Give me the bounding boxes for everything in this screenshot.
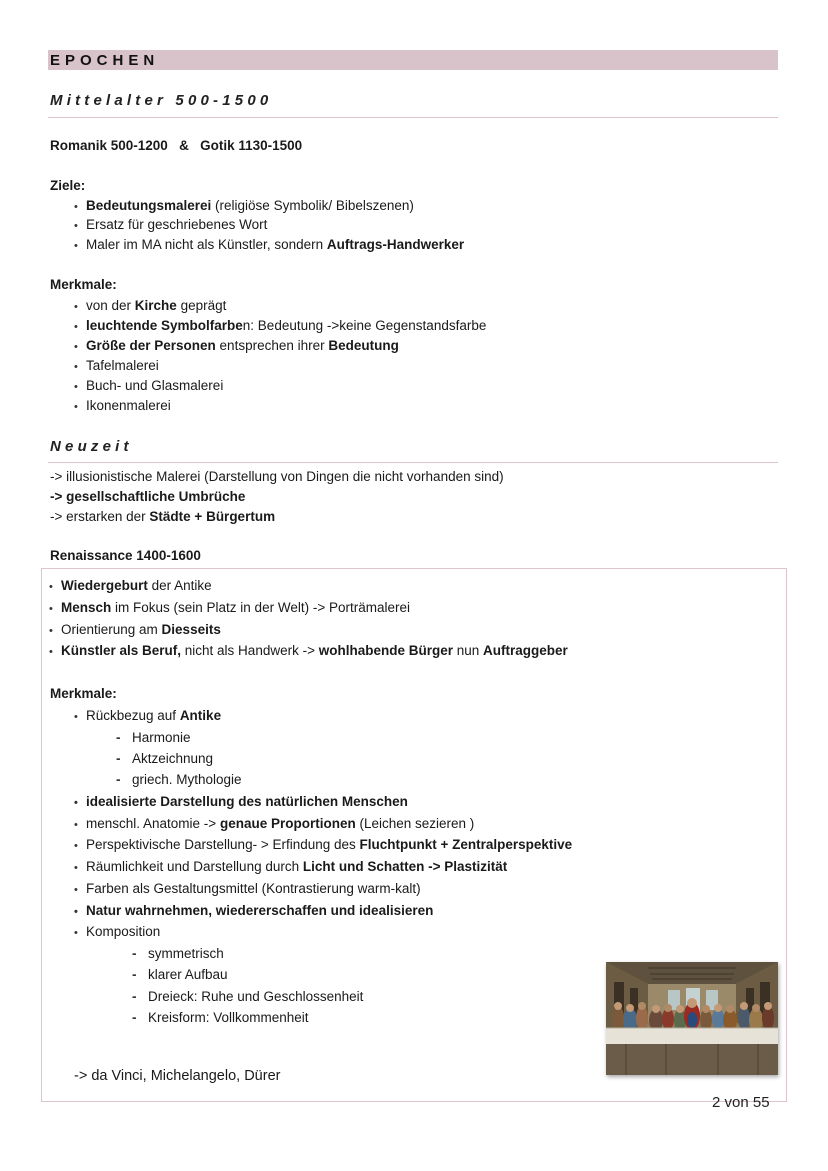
list-item: • leuchtende Symbolfarben: Bedeutung ->keine Gegenstandsfarbe bbox=[74, 318, 486, 335]
list-item: • Bedeutungsmalerei (religiöse Symbolik/ Bibelszenen) bbox=[74, 198, 414, 215]
section-divider bbox=[48, 462, 778, 463]
artists-line: -> da Vinci, Michelangelo, Dürer bbox=[74, 1068, 281, 1084]
page-number: 2 von 55 bbox=[712, 1094, 770, 1111]
sub-list-item: - klarer Aufbau bbox=[132, 967, 228, 983]
renaissance-merkmale-label: Merkmale: bbox=[50, 686, 117, 701]
sub-list-item: - griech. Mythologie bbox=[116, 772, 242, 788]
list-item: • Ersatz für geschriebenes Wort bbox=[74, 217, 267, 234]
section-heading-neuzeit: Neuzeit bbox=[50, 438, 133, 455]
periods-ampersand: & bbox=[179, 138, 189, 153]
periods-line bbox=[50, 138, 302, 154]
ziele-label: Ziele: bbox=[50, 178, 86, 193]
list-item: • Farben als Gestaltungsmittel (Kontrastierung warm-kalt) bbox=[74, 881, 421, 898]
list-item: • Tafelmalerei bbox=[74, 358, 159, 375]
list-item: • Buch- und Glasmalerei bbox=[74, 378, 223, 395]
list-item: • Künstler als Beruf, nicht als Handwerk -> wohlhabende Bürger nun Auftraggeber bbox=[49, 643, 568, 660]
gotik-period: Gotik 1130-1500 bbox=[200, 138, 303, 153]
sub-list-item: - Dreieck: Ruhe und Geschlossenheit bbox=[132, 989, 363, 1005]
section-heading-mittelalter: Mittelalter 500-1500 bbox=[50, 92, 273, 109]
list-item: • Wiedergeburt der Antike bbox=[49, 578, 212, 595]
page-title: EPOCHEN bbox=[50, 52, 160, 69]
list-item: • Ikonenmalerei bbox=[74, 398, 171, 415]
painting-graphic bbox=[606, 962, 778, 1075]
sub-list-item: - Kreisform: Vollkommenheit bbox=[132, 1010, 309, 1026]
neuzeit-line-1: -> illusionistische Malerei (Darstellung von Dingen die nicht vorhanden sind) bbox=[50, 469, 504, 484]
list-item: • Mensch im Fokus (sein Platz in der Welt) -> Porträmalerei bbox=[49, 600, 410, 617]
list-item: • Rückbezug auf Antike bbox=[74, 708, 221, 725]
list-item: • Orientierung am Diesseits bbox=[49, 622, 221, 639]
list-item: • Perspektivische Darstellung- > Erfindung des Fluchtpunkt + Zentralperspektive bbox=[74, 837, 572, 854]
list-item: • von der Kirche geprägt bbox=[74, 298, 226, 315]
sub-list-item: - Harmonie bbox=[116, 730, 191, 746]
list-item: • idealisierte Darstellung des natürlichen Menschen bbox=[74, 794, 408, 811]
list-item: • menschl. Anatomie -> genaue Proportionen (Leichen sezieren ) bbox=[74, 816, 474, 833]
list-item: • Räumlichkeit und Darstellung durch Licht und Schatten -> Plastizität bbox=[74, 859, 507, 876]
neuzeit-line-3: -> erstarken der Städte + Bürgertum bbox=[50, 509, 276, 524]
section-divider bbox=[48, 117, 778, 118]
list-item: • Komposition bbox=[74, 924, 160, 941]
neuzeit-line-2: -> gesellschaftliche Umbrüche bbox=[50, 489, 246, 504]
romanik-period: Romanik 500-1200 bbox=[50, 138, 168, 153]
sub-list-item: - symmetrisch bbox=[132, 946, 224, 962]
list-item: • Größe der Personen entsprechen ihrer Bedeutung bbox=[74, 338, 399, 355]
list-item: • Maler im MA nicht als Künstler, sondern Auftrags-Handwerker bbox=[74, 237, 464, 254]
last-supper-painting-image bbox=[606, 962, 778, 1075]
renaissance-title: Renaissance 1400-1600 bbox=[50, 548, 201, 563]
list-item: • Natur wahrnehmen, wiedererschaffen und idealisieren bbox=[74, 903, 433, 920]
sub-list-item: - Aktzeichnung bbox=[116, 751, 213, 767]
merkmale-label: Merkmale: bbox=[50, 277, 117, 292]
